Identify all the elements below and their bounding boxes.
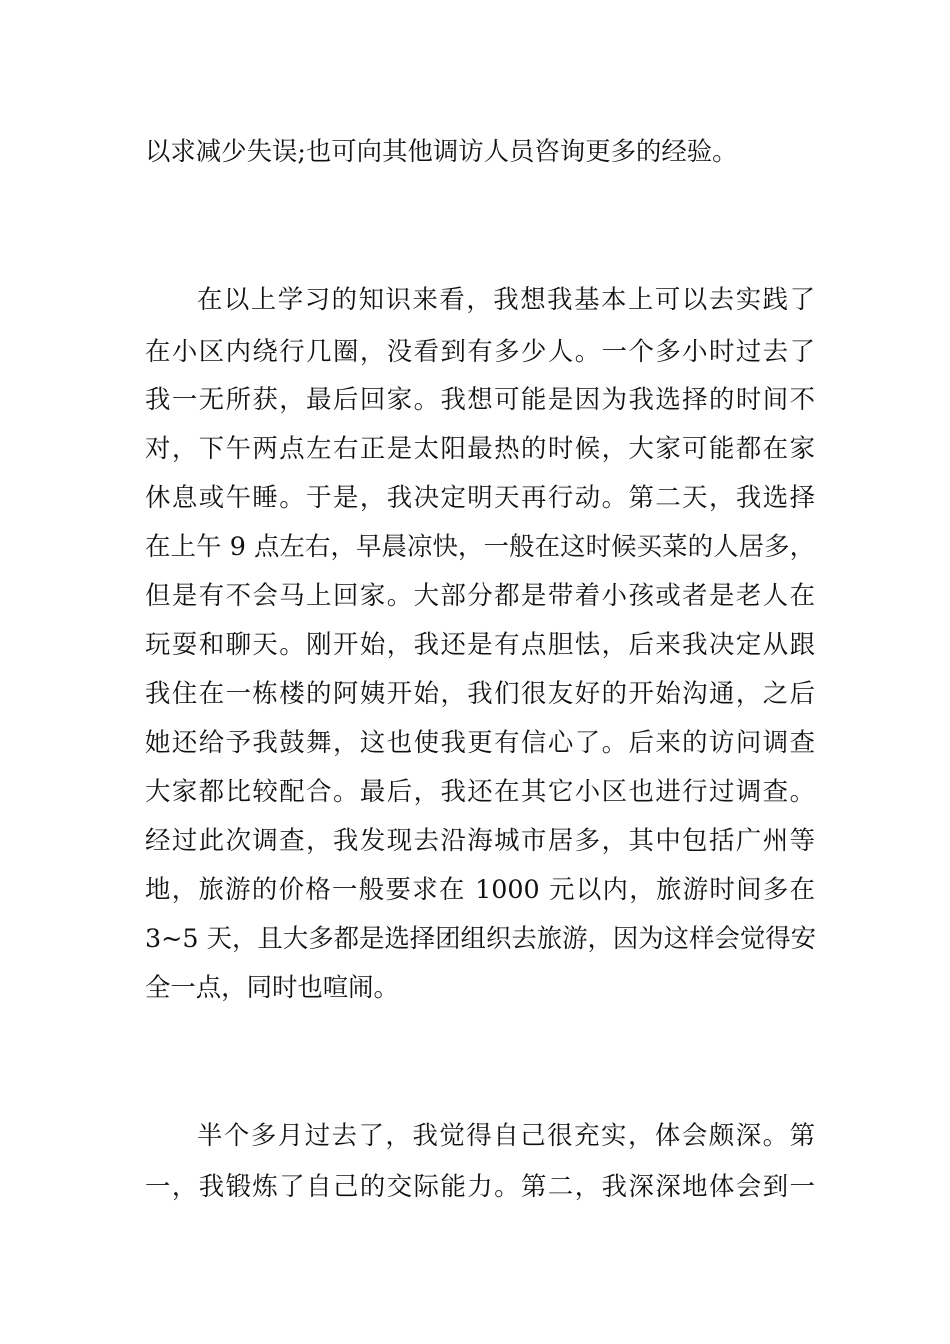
paragraph-2-line-8: 玩耍和聊天。刚开始，我还是有点胆怯，后来我决定从跟: [145, 629, 815, 659]
paragraph-2-line-12: 经过此次调查，我发现去沿海城市居多，其中包括广州等: [145, 825, 815, 855]
paragraph-2-line-15: 全一点，同时也喧闹。: [145, 972, 399, 1002]
paragraph-3-line-1: 半个多月过去了，我觉得自己很充实，体会颇深。第: [197, 1120, 815, 1150]
paragraph-2-line-3: 我一无所获，最后回家。我想可能是因为我选择的时间不: [145, 384, 815, 414]
paragraph-2-line-5: 休息或午睡。于是，我决定明天再行动。第二天，我选择: [145, 482, 815, 512]
paragraph-2-line-2: 在小区内绕行几圈，没看到有多少人。一个多小时过去了: [145, 336, 815, 366]
paragraph-2-line-10: 她还给予我鼓舞，这也使我更有信心了。后来的访问调查: [145, 727, 815, 757]
paragraph-2-line-4: 对，下午两点左右正是太阳最热的时候，大家可能都在家: [145, 433, 815, 463]
paragraph-2-line-1: 在以上学习的知识来看，我想我基本上可以去实践了: [197, 284, 815, 314]
paragraph-2-line-13: 地，旅游的价格一般要求在 1000 元以内，旅游时间多在: [145, 874, 815, 904]
paragraph-2-line-6: 在上午 9 点左右，早晨凉快，一般在这时候买菜的人居多，: [145, 531, 815, 561]
paragraph-2-line-11: 大家都比较配合。最后，我还在其它小区也进行过调查。: [145, 776, 815, 806]
paragraph-1-line-1: 以求减少失误;也可向其他调访人员咨询更多的经验。: [145, 136, 738, 166]
paragraph-2-line-9: 我住在一栋楼的阿姨开始，我们很友好的开始沟通，之后: [145, 678, 815, 708]
paragraph-3-line-2: 一，我锻炼了自己的交际能力。第二，我深深地体会到一: [145, 1171, 815, 1201]
paragraph-2-line-7: 但是有不会马上回家。大部分都是带着小孩或者是老人在: [145, 580, 815, 610]
paragraph-2-line-14: 3~5 天，且大多都是选择团组织去旅游，因为这样会觉得安: [145, 923, 817, 953]
